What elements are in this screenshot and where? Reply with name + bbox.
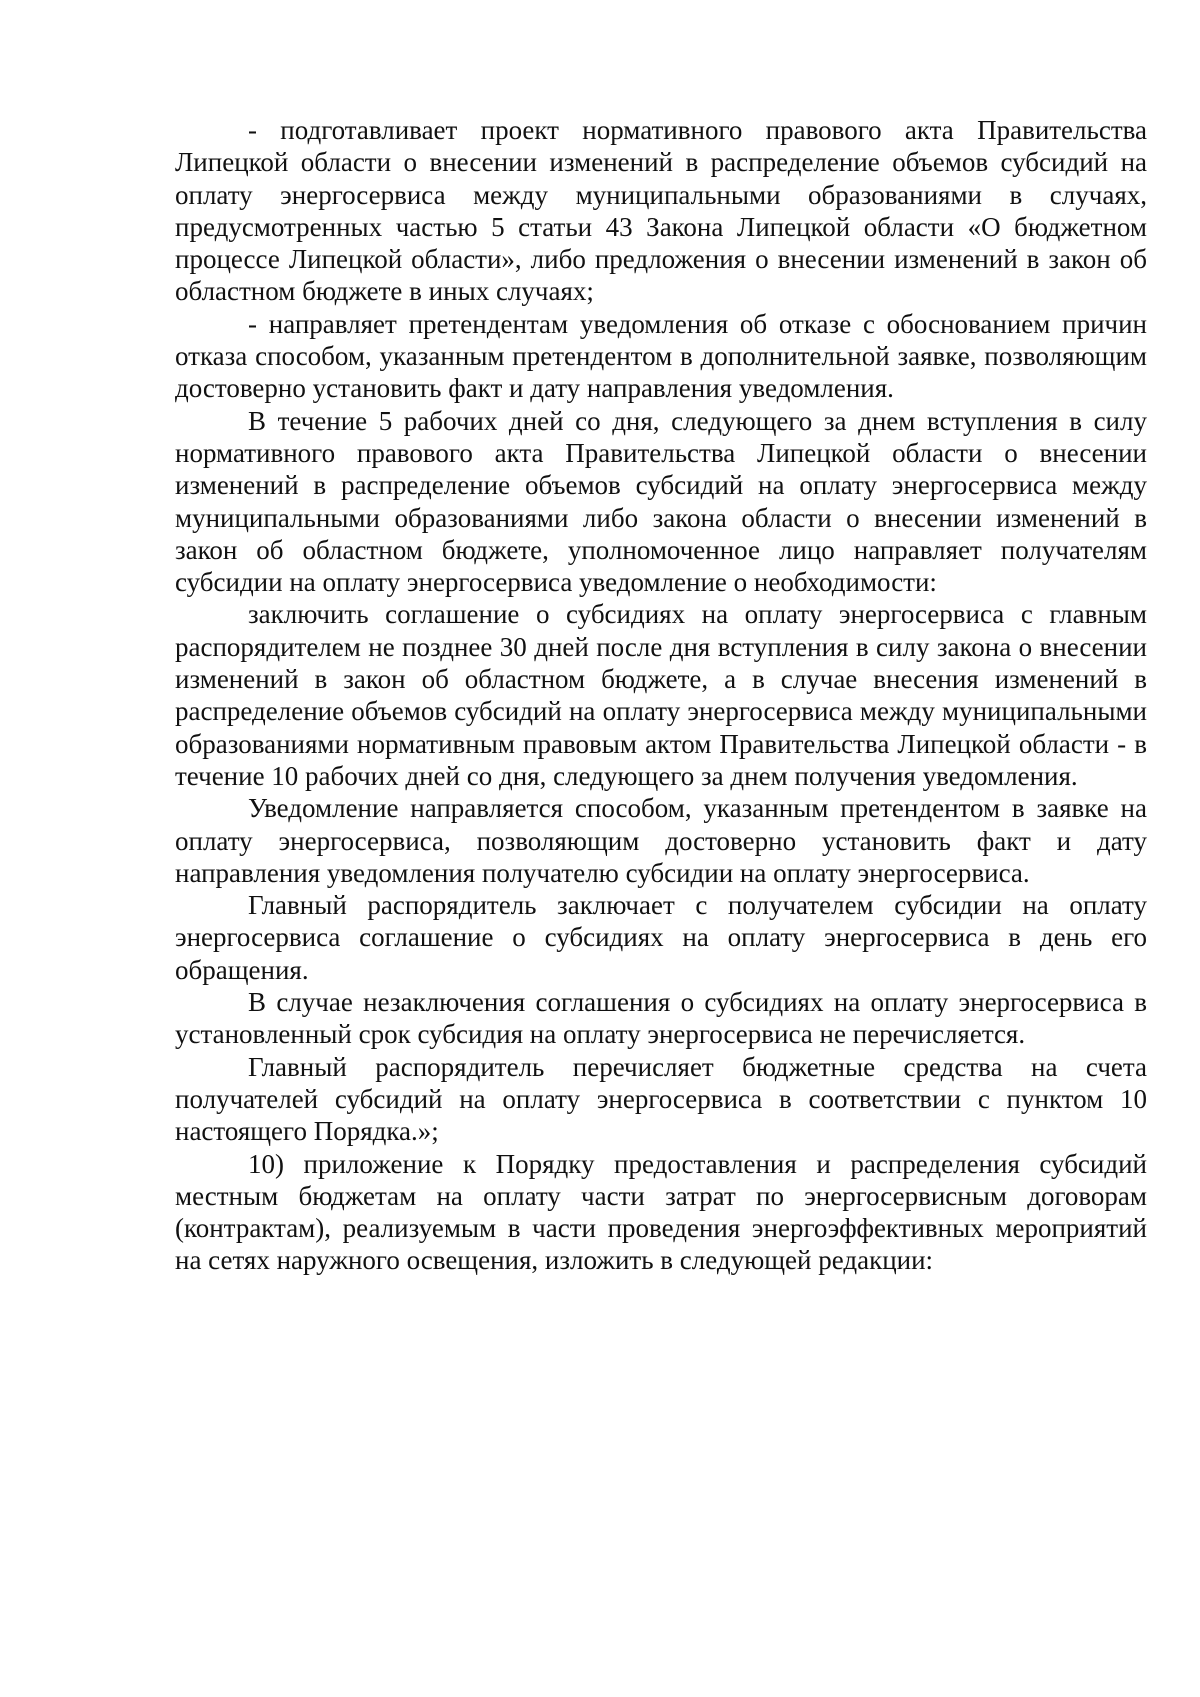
paragraph-notification-method: Уведомление направляется способом, указанным претендентом в заявке на оплату энергосервиса, позволяющим достоверно установить факт и дату направления уведомления получателю субсидии на оплату энергосервиса.: [175, 793, 1147, 888]
paragraph-notification-deadline: В течение 5 рабочих дней со дня, следующего за днем вступления в силу нормативного правового акта Правительства Липецкой области о внесении изменений в распределение объемов субсидий на оплату энергосервиса между муниципальными образованиями либо закона области о внесении изменений в закон об областном бюджете, уполномоченное лицо направляет получателям субсидии на оплату энергосервиса уведомление о необходимости:: [175, 405, 1147, 598]
paragraph-appendix-amendment: 10) приложение к Порядку предоставления и распределения субсидий местным бюджетам на оплату части затрат по энергосервисным договорам (контрактам), реализуемым в части проведения энергоэффективных мероприятий на сетях наружного освещения, изложить в следующей редакции:: [175, 1148, 1147, 1276]
paragraph-refusal-notice: - направляет претендентам уведомления об отказе с обоснованием причин отказа способом, указанным претендентом в дополнительной заявке, позволяющим достоверно установить факт и дату направления уведомления.: [175, 308, 1147, 404]
paragraph-agreement-signing: Главный распорядитель заключает с получателем субсидии на оплату энергосервиса соглашение о субсидиях на оплату энергосервиса в день его обращения.: [175, 890, 1147, 985]
paragraph-prepare-draft-act: - подготавливает проект нормативного правового акта Правительства Липецкой области о внесении изменений в распределение объемов субсидий на оплату энергосервиса между муниципальными образованиями в случаях, предусмотренных частью 5 статьи 43 Закона Липецкой области «О бюджетном процессе Липецкой области», либо предложения о внесении изменений в закон об областном бюджете в иных случаях;: [175, 115, 1147, 307]
document-body: [175, 114, 1147, 1277]
paragraph-non-conclusion: В случае незаключения соглашения о субсидиях на оплату энергосервиса в установленный срок субсидия на оплату энергосервиса не перечисляется.: [175, 987, 1147, 1050]
paragraph-fund-transfer: Главный распорядитель перечисляет бюджетные средства на счета получателей субсидий на оплату энергосервиса в соответствии с пунктом 10 настоящего Порядка.»;: [175, 1051, 1147, 1147]
paragraph-conclude-agreement: заключить соглашение о субсидиях на оплату энергосервиса с главным распорядителем не позднее 30 дней после дня вступления в силу закона о внесении изменений в закон об областном бюджете, а в случае внесения изменений в распределение объемов субсидий на оплату энергосервиса между муниципальными образованиями нормативным правовым актом Правительства Липецкой области - в течение 10 рабочих дней со дня, следующего за днем получения уведомления.: [175, 599, 1147, 791]
